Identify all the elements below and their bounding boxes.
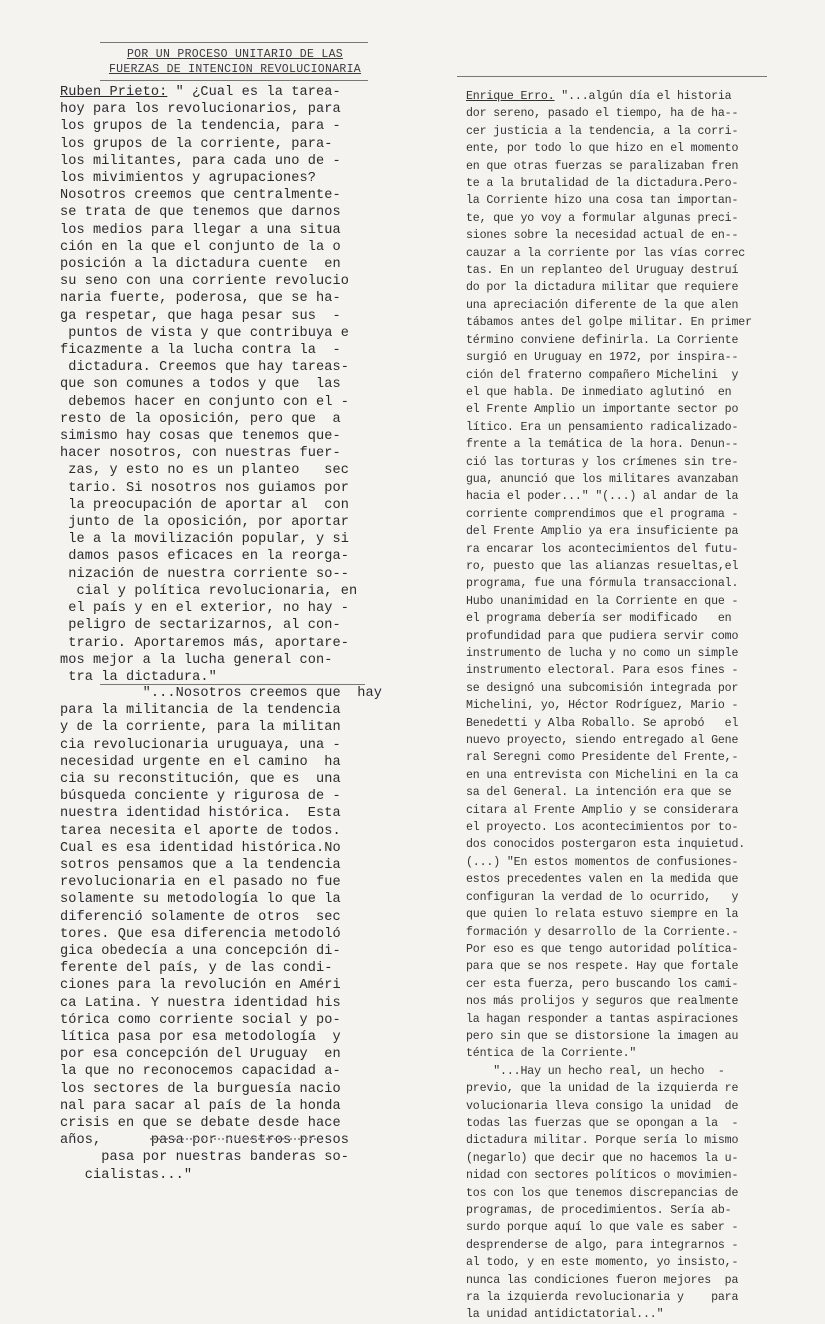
speaker-ruben-prieto: Ruben Prieto: (60, 85, 168, 100)
text-line: formación y desarrollo de la Corriente.- (466, 925, 739, 939)
text-line: se trata de que tenemos que darnos (60, 205, 341, 221)
text-line: téntica de la Corriente." (466, 1047, 637, 1061)
text-line: en que otras fuerzas se paralizaban fren (466, 159, 739, 173)
right-column (466, 88, 786, 1322)
text-line: " ¿Cual es la tarea- (167, 85, 341, 100)
text-line: solamente su metodología lo que la (60, 892, 341, 908)
text-line: estos precedentes valen en la medida que (466, 873, 739, 887)
speaker-enrique-erro: Enrique Erro. (466, 90, 555, 103)
text-line: al todo, y en este momento, yo insisto,- (466, 1256, 739, 1270)
text-line: los mivimientos y agrupaciones? (60, 171, 316, 187)
text-line: ra encarar los acontecimientos del futu- (466, 542, 739, 556)
text-line: ente, por todo lo que hizo en el momento (466, 142, 739, 156)
text-line: ficazmente a la lucha contra la - (60, 343, 341, 359)
text-line: profundidad para que pudiera servir como (466, 629, 739, 643)
text-line: en una entrevista con Michelini en la ca (466, 768, 739, 782)
text-line: naria fuerte, poderosa, que se ha- (60, 291, 341, 307)
text-line: trario. Aportaremos más, aportare- (60, 635, 350, 651)
text-line: instrumento electoral. Para esos fines - (466, 664, 739, 678)
text-line: frente a la temática de la hora. Denun-- (466, 438, 739, 452)
text-line: los grupos de la tendencia, para - (60, 119, 341, 135)
text-line: Por eso es que tengo autoridad política- (466, 942, 739, 956)
text-line: que son comunes a todos y que las (60, 377, 341, 393)
text-line: nidad con sectores políticos o movimien- (466, 1169, 739, 1183)
text-line: ciones para la revolución en Améri (60, 978, 341, 994)
text-line: ción en la que el conjunto de la o (60, 239, 341, 255)
text-line: tórica como corriente social y po- (60, 1012, 341, 1028)
text-line: la unidad antidictatorial..." (466, 1308, 664, 1322)
text-line: Nosotros creemos que centralmente- (60, 188, 341, 204)
left-bottom-rule (150, 1138, 320, 1140)
text-line: años, pasa por nuestros presos (60, 1133, 350, 1149)
text-line: Cual es esa identidad histórica.No (60, 840, 341, 856)
text-line: del Frente Amplio ya era insuficiente pa (466, 525, 739, 539)
text-line: crisis en que se debate desde hace (60, 1116, 341, 1132)
text-line: ga respetar, que haga pesar sus - (60, 308, 341, 324)
text-line: nos más prolijos y seguros que realmente (466, 995, 739, 1009)
text-line: junto de la oposición, por aportar (60, 515, 350, 531)
text-line: los grupos de la corriente, para- (60, 136, 333, 152)
text-line: tario. Si nosotros nos guiamos por (60, 480, 350, 496)
text-line: programa, fue una fórmula transaccional. (466, 577, 739, 591)
text-line: tábamos antes del golpe militar. En primer (466, 316, 752, 330)
text-line: la preocupación de aportar al con (60, 497, 350, 513)
text-line: desprenderse de algo, para integrarnos - (466, 1238, 739, 1252)
text-line: nización de nuestra corriente so-- (60, 566, 350, 582)
text-line: ferente del país, y de las condi- (60, 961, 333, 977)
text-line: volucionaria lleva consigo la unidad de (466, 1099, 739, 1113)
text-line: que quien lo relata estuvo siempre en la (466, 908, 739, 922)
text-line: revolucionaria en el pasado no fue (60, 875, 341, 891)
text-line: dos conocidos postergaron esta inquietud. (466, 838, 746, 852)
text-line: tas. En un replanteo del Uruguay destruí (466, 264, 739, 278)
text-line: surdo porque aquí lo que vale es saber - (466, 1221, 739, 1235)
text-line: siones sobre la necesidad actual de en-- (466, 229, 739, 243)
text-line: surgió en Uruguay en 1972, por inspira-- (466, 351, 739, 365)
text-line: dictadura. Creemos que hay tareas- (60, 360, 350, 376)
text-line: tos con los que tenemos discrepancias de (466, 1186, 739, 1200)
text-line: corriente comprendimos que el programa - (466, 507, 739, 521)
text-line: (...) "En estos momentos de confusiones- (466, 855, 739, 869)
text-line: la hagan responder a tantas aspiraciones (466, 1012, 739, 1026)
heading-line-2: FUERZAS DE INTENCION REVOLUCIONARIA (108, 63, 362, 76)
text-line: te a la brutalidad de la dictadura.Pero- (466, 177, 739, 191)
text-line: la Corriente hizo una cosa tan importan- (466, 194, 739, 208)
text-line: peligro de sectarizarnos, al con- (60, 618, 341, 634)
article-heading (100, 47, 370, 77)
text-line: tarea necesita el aporte de todos. (60, 823, 341, 839)
text-line: hacia el poder..." "(...) al andar de la (466, 490, 739, 504)
text-line: los medios para llegar a una situa (60, 222, 341, 238)
text-line: damos pasos eficaces en la reorga- (60, 549, 350, 565)
text-line: ro, puesto que las alianzas resueltas,el (466, 559, 739, 573)
text-line: tra la dictadura." (60, 669, 217, 685)
text-line: do por la dictadura militar que requiere (466, 281, 739, 295)
text-line: cauzar a la corriente por las vías correc (466, 246, 746, 260)
text-line: "...algún día el historia (554, 90, 732, 103)
text-line: para la militancia de la tendencia (60, 703, 341, 719)
text-line: el programa debería ser modificado en (466, 612, 732, 626)
text-line: hacer nosotros, con nuestras fuer- (60, 446, 341, 462)
text-line: ca Latina. Y nuestra identidad his (60, 995, 341, 1011)
text-line: el país y en el exterior, no hay - (60, 601, 350, 617)
text-line: ral Seregni como Presidente del Frente,- (466, 751, 739, 765)
text-line: Michelini, yo, Héctor Rodríguez, Mario - (466, 699, 739, 713)
text-line: tores. Que esa diferencia metodoló (60, 926, 341, 942)
text-line: pasa por nuestras banderas so- (60, 1150, 350, 1166)
text-line: configuran la verdad de lo ocurrido, y (466, 890, 739, 904)
text-line: le a la movilización popular, y si (60, 532, 350, 548)
text-line: zas, y esto no es un planteo sec (60, 463, 350, 479)
text-line: dictadura militar. Porque sería lo mismo (466, 1134, 739, 1148)
text-line: ra la izquierda revolucionaria y para (466, 1291, 739, 1305)
text-line: te, que yo voy a formular algunas preci- (466, 211, 739, 225)
text-line: resto de la oposición, pero que a (60, 411, 341, 427)
text-line: instrumento de lucha y no como un simple (466, 647, 739, 660)
text-line: por esa concepción del Uruguay en (60, 1047, 341, 1063)
text-line: gua, anunció que los militares avanzaban (466, 472, 739, 486)
text-line: simismo hay cosas que tenemos que- (60, 429, 341, 445)
text-line: nuestra identidad histórica. Esta (60, 806, 341, 822)
text-line: el que habla. De inmediato aglutinó en (466, 385, 732, 399)
text-line: término conviene definirla. La Corriente (466, 333, 739, 347)
text-line: cer justicia a la tendencia, a la corri- (466, 124, 739, 138)
text-line: gica obedecía a una concepción di- (60, 944, 341, 960)
left-column-top (60, 84, 380, 694)
text-line: Benedetti y Alba Roballo. Se aprobó el (466, 716, 739, 730)
text-line: sa del General. La intención era que se (466, 786, 732, 800)
text-line: todas las fuerzas que se opongan a la - (466, 1116, 739, 1130)
text-line: el proyecto. Los acontecimientos por to- (466, 821, 739, 835)
text-line: debemos hacer en conjunto con el - (60, 394, 350, 410)
text-line: búsqueda conciente y rigurosa de - (60, 789, 341, 805)
top-rule-left (100, 42, 368, 43)
text-line: los sectores de la burguesía nacio (60, 1081, 341, 1097)
text-line: posición a la dictadura cuente en (60, 257, 341, 273)
text-line: Hubo unanimidad en la Corriente en que - (466, 594, 739, 608)
text-line: mos mejor a la lucha general con- (60, 652, 333, 668)
text-line: "...Hay un hecho real, un hecho - (466, 1064, 725, 1078)
text-line: programas, de procedimientos. Sería ab- (466, 1204, 732, 1217)
left-column-bottom (60, 685, 383, 1183)
text-line: (negarlo) que decir que no hacemos la u- (466, 1151, 739, 1165)
text-line: lítica pasa por esa metodología y (60, 1030, 341, 1046)
text-line: necesidad urgente en el camino ha (60, 754, 341, 770)
text-line: sotros pensamos que a la tendencia (60, 858, 341, 874)
text-line: nuevo proyecto, siendo entregado al Gene (466, 734, 739, 748)
text-line: previo, que la unidad de la izquierda re (466, 1082, 739, 1096)
text-line: diferenció solamente de otros sec (60, 909, 341, 925)
text-line: ción del fraterno compañero Michelini y (466, 368, 739, 382)
text-line: puntos de vista y que contribuya e (60, 325, 350, 341)
text-line: cia revolucionaria uruguaya, una - (60, 737, 341, 753)
text-line: cer esta fuerza, pero buscando los cami- (466, 977, 739, 991)
text-line: una apreciación diferente de la que alen (466, 298, 739, 312)
text-line: se designó una subcomisión integrada por (466, 681, 739, 695)
text-line: cia su reconstitución, que es una (60, 772, 341, 788)
text-line: los militantes, para cada uno de - (60, 153, 341, 169)
text-line: citara al Frente Amplio y se considerara (466, 803, 739, 817)
text-line: y de la corriente, para la militan (60, 720, 341, 736)
text-line: ció las torturas y los crímenes sin tre- (466, 455, 739, 469)
text-line: lítico. Era un pensamiento radicalizado- (466, 420, 739, 434)
top-rule-right (457, 76, 767, 77)
heading-line-1: POR UN PROCESO UNITARIO DE LAS (126, 48, 344, 61)
text-line: cialistas..." (60, 1167, 193, 1183)
text-line: su seno con una corriente revolucio (60, 274, 350, 290)
text-line: la que no reconocemos capacidad a- (60, 1064, 341, 1080)
heading-underline (100, 80, 368, 81)
text-line: el Frente Amplio un importante sector po (466, 403, 739, 417)
text-line: nunca las condiciones fueron mejores pa (466, 1273, 739, 1287)
text-line: nal para sacar al país de la honda (60, 1098, 341, 1114)
text-line: cial y política revolucionaria, en (60, 583, 358, 599)
text-line: "...Nosotros creemos que hay (60, 686, 383, 701)
text-line: hoy para los revolucionarios, para (60, 102, 341, 118)
text-line: pero sin que se distorsione la imagen au (466, 1029, 739, 1043)
text-line: dor sereno, pasado el tiempo, ha de ha-- (466, 107, 739, 121)
text-line: para que se nos respete. Hay que fortale (466, 960, 739, 974)
